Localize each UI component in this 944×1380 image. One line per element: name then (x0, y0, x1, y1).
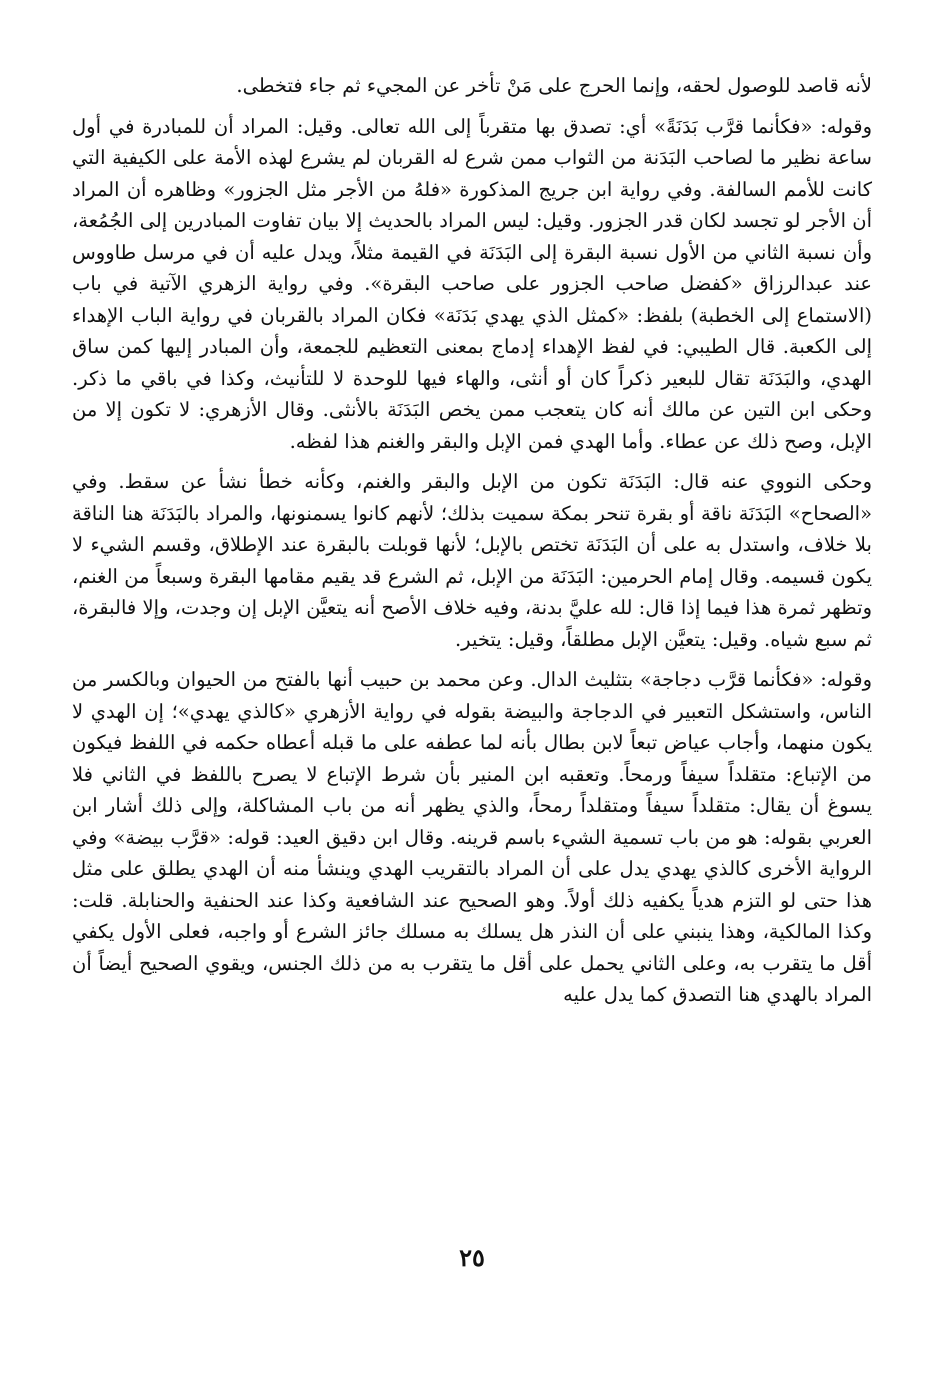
paragraph-2: وقوله: «فكأنما قرَّب بَدَنَةً» أي: تصدق بها متقرباً إلى الله تعالى. وقيل: المراد أن للمبادرة في أول ساعة نظير ما لصاحب البَدَنة من الثواب ممن شرع له القربان لم يشرع لهذه الأمة على الكيفية التي كانت للأمم السالفة. وفي رواية ابن جريج المذكورة «فلهُ من الأجر مثل الجزور» وظاهره أن المراد أن الأجر لو تجسد لكان قدر الجزور. وقيل: ليس المراد بالحديث إلا بيان تفاوت المبادرين إلى الجُمُعة، وأن نسبة الثاني من الأول نسبة البقرة إلى البَدَنَة في القيمة مثلاً، ويدل عليه أن في مرسل طاووس عند عبدالرزاق «كفضل صاحب الجزور على صاحب البقرة». وفي رواية الزهري الآتية في باب (الاستماع إلى الخطبة) بلفظ: «كمثل الذي يهدي بَدَنَة» فكان المراد بالقربان في رواية الباب الإهداء إلى الكعبة. قال الطيبي: في لفظ الإهداء إدماج بمعنى التعظيم للجمعة، وأن المبادر إليها كمن ساق الهدي، والبَدَنَة تقال للبعير ذكراً كان أو أنثى، والهاء فيها للوحدة لا للتأنيث، وكذا في باقي ما ذكر. وحكى ابن التين عن مالك أنه كان يتعجب ممن يخص البَدَنَة بالأنثى. وقال الأزهري: لا تكون إلا من الإبل، وصح ذلك عن عطاء. وأما الهدي فمن الإبل والبقر والغنم هذا لفظه. (72, 114, 872, 453)
paragraph-3: وحكى النووي عنه قال: البَدَنَة تكون من الإبل والبقر والغنم، وكأنه خطأ نشأ عن سقط. وفي «الصحاح» البَدَنَة ناقة أو بقرة تنحر بمكة سميت بذلك؛ لأنهم كانوا يسمنونها، والمراد بالبَدَنَة هنا الناقة بلا خلاف، واستدل به على أن البَدَنَة تختص بالإبل؛ لأنها قوبلت بالبقرة عند الإطلاق، وقسم الشيء لا يكون قسيمه. وقال إمام الحرمين: البَدَنَة من الإبل، ثم الشرع قد يقيم مقامها البقرة وسبعاً من الغنم، وتظهر ثمرة هذا فيما إذا قال: لله عليَّ بدنة، وفيه خلاف الأصح أنه يتعيَّن الإبل إن وجدت، وإلا فالبقرة، ثم سبع شياه. وقيل: يتعيَّن الإبل مطلقاً، وقيل: يتخير. (72, 470, 872, 651)
page-number: ٢٥ (459, 1243, 485, 1272)
paragraph-1: لأنه قاصد للوصول لحقه، وإنما الحرج على مَنْ تأخر عن المجيء ثم جاء فتخطى. (236, 74, 872, 97)
page-body (72, 70, 872, 1011)
paragraph-4: وقوله: «فكأنما قرَّب دجاجة» بتثليث الدال. وعن محمد بن حبيب أنها بالفتح من الحيوان وبالكسر من الناس، واستشكل التعبير في الدجاجة والبيضة بقوله في رواية الأزهري «كالذي يهدي»؛ إن الهدي لا يكون منهما، وأجاب عياض تبعاً لابن بطال بأنه لما عطفه على ما قبله أعطاه حكمه في اللفظ فيكون من الإتباع: متقلداً سيفاً ورمحاً. وتعقبه ابن المنير بأن شرط الإتباع لا يصرح باللفظ في الثاني فلا يسوغ أن يقال: متقلداً سيفاً ومتقلداً رمحاً، والذي يظهر أنه من باب المشاكلة، وإلى ذلك أشار ابن العربي بقوله: هو من باب تسمية الشيء باسم قرينه. وقال ابن دقيق العيد: قوله: «قرَّب بيضة» وفي الرواية الأخرى كالذي يهدي يدل على أن المراد بالتقريب الهدي وينشأ منه أن الهدي يطلق على مثل هذا حتى لو التزم هدياً يكفيه ذلك أولاً. وهو الصحيح عند الشافعية وكذا عند الحنفية والحنابلة. قلت: وكذا المالكية، وهذا ينبني على أن النذر هل يسلك به مسلك جائز الشرع أو واجبه، فعلى الأول يكفي أقل ما يتقرب به، وعلى الثاني يحمل على أقل ما يتقرب به من ذلك الجنس، ويقوي الصحيح أيضاً أن المراد بالهدي هنا التصدق كما يدل عليه (72, 668, 872, 1006)
